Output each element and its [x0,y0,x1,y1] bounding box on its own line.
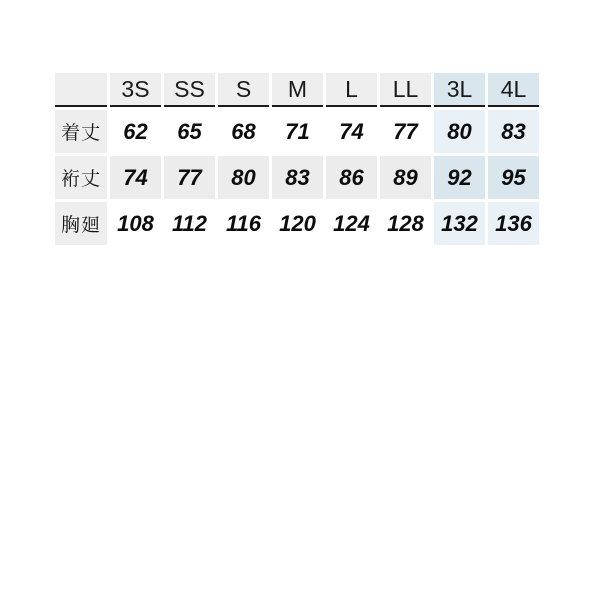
size-cell: 128 [380,202,431,245]
table-row-body-length [55,110,539,153]
size-col-header-3s: 3S [110,73,161,107]
size-cell: 62 [110,110,161,153]
size-col-header-3l: 3L [434,73,485,107]
size-cell: 83 [488,110,539,153]
size-cell: 68 [218,110,269,153]
size-cell: 124 [326,202,377,245]
size-col-header-ll: LL [380,73,431,107]
size-cell: 120 [272,202,323,245]
size-cell: 74 [326,110,377,153]
size-cell: 112 [164,202,215,245]
size-cell: 116 [218,202,269,245]
size-cell: 65 [164,110,215,153]
table-row-chest [55,202,539,245]
row-label-body-length: 着丈 [55,110,107,153]
size-cell: 86 [326,156,377,199]
size-cell: 83 [272,156,323,199]
size-cell: 80 [218,156,269,199]
size-cell: 108 [110,202,161,245]
size-cell: 92 [434,156,485,199]
size-col-header-ss: SS [164,73,215,107]
size-cell: 136 [488,202,539,245]
size-cell: 77 [380,110,431,153]
size-cell: 89 [380,156,431,199]
table-row-sleeve-length [55,156,539,199]
header-row [55,73,539,107]
size-col-header-4l: 4L [488,73,539,107]
size-col-header-m: M [272,73,323,107]
size-cell: 74 [110,156,161,199]
size-col-header-s: S [218,73,269,107]
size-cell: 132 [434,202,485,245]
row-label-chest: 胸廻 [55,202,107,245]
corner-cell [55,73,107,107]
size-cell: 77 [164,156,215,199]
size-cell: 95 [488,156,539,199]
size-cell: 80 [434,110,485,153]
size-col-header-l: L [326,73,377,107]
size-chart-table [52,70,542,248]
size-cell: 71 [272,110,323,153]
row-label-sleeve-length: 裄丈 [55,156,107,199]
